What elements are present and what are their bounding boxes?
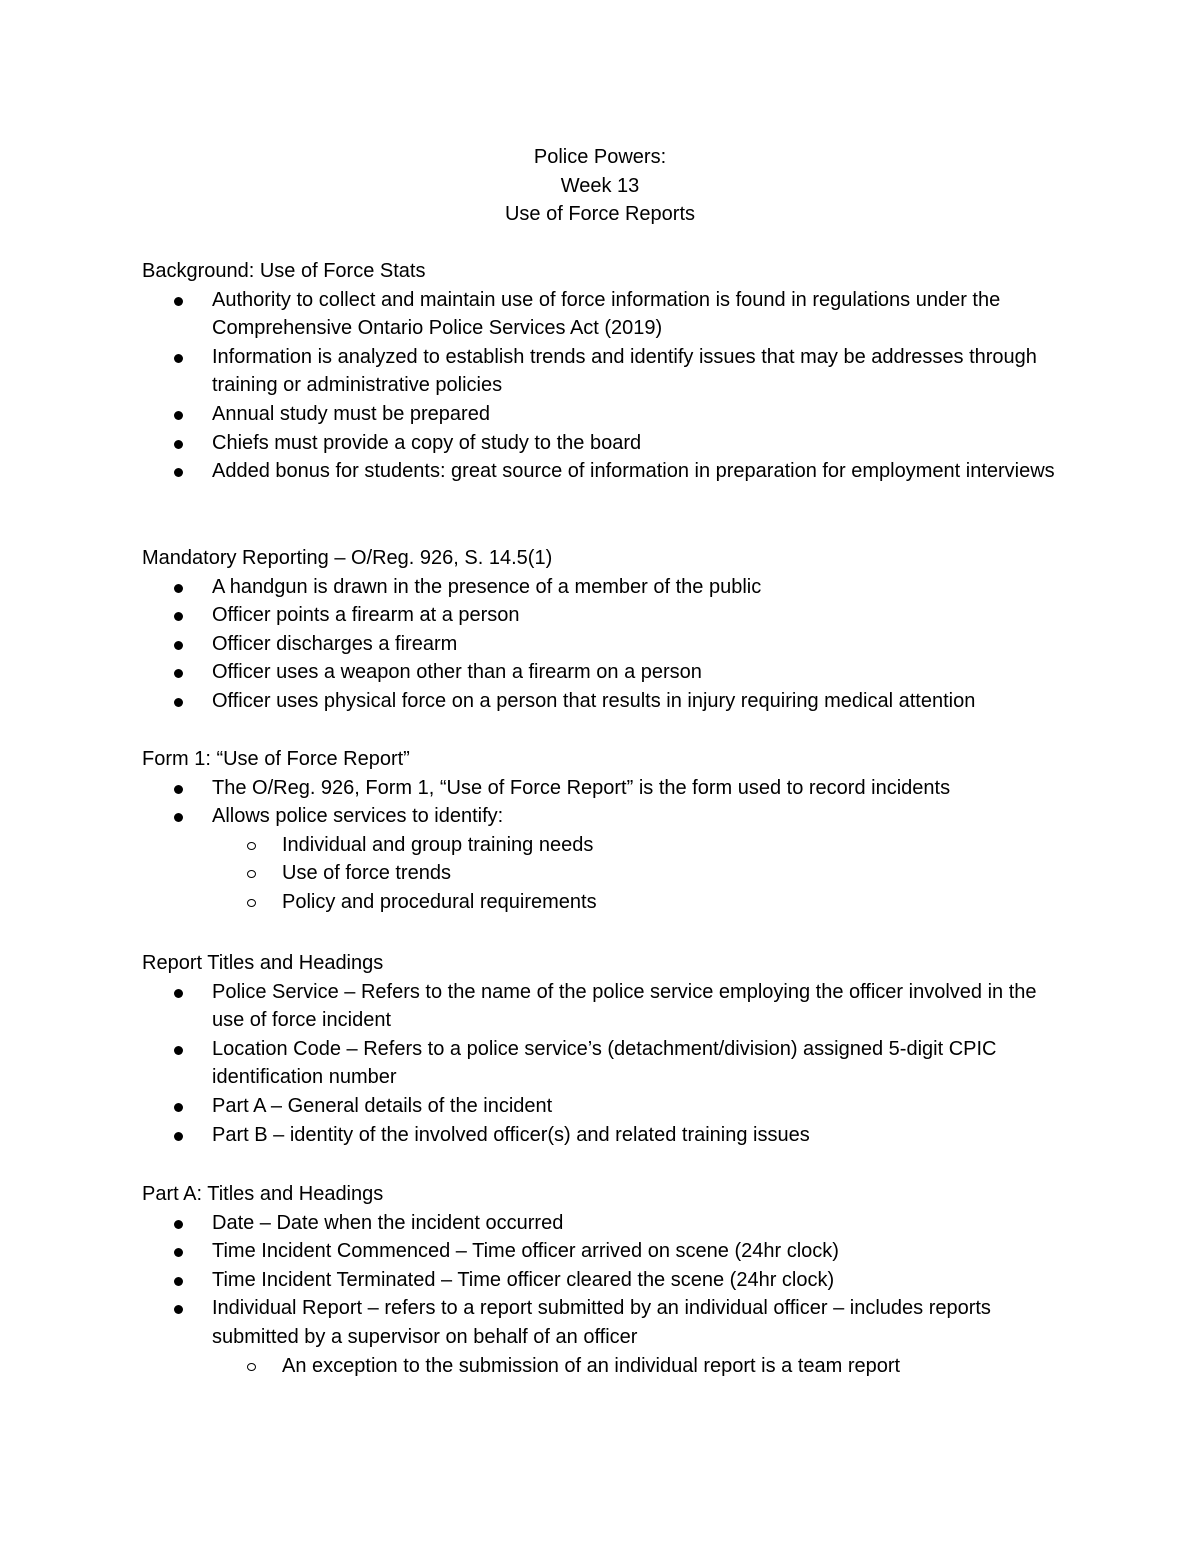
list-item-text: Time Incident Terminated – Time officer cleared the scene (24hr clock)	[212, 1268, 835, 1291]
title-course: Police Powers:	[533, 146, 667, 168]
list-item	[142, 1092, 1062, 1121]
list-item-text: Officer points a firearm at a person	[212, 604, 520, 627]
list-item-text: Date – Date when the incident occurred	[212, 1211, 564, 1234]
list-item-text: Part B – identity of the involved officer(s) and related training issues	[212, 1123, 810, 1146]
sub-list-item-text: Policy and procedural requirements	[282, 890, 597, 913]
list-item-text: Officer uses a weapon other than a firearm on a person	[212, 661, 702, 684]
sub-list-item-text: An exception to the submission of an individual report is a team report	[282, 1354, 901, 1377]
bullet-icon	[174, 785, 183, 794]
bullet-icon	[174, 612, 183, 621]
sub-list-item-text: Individual and group training needs	[282, 833, 594, 856]
bullet-icon	[174, 1220, 183, 1229]
list-item	[142, 400, 1062, 429]
bullet-icon	[174, 1132, 183, 1141]
list-item	[142, 286, 1062, 343]
list-item	[142, 1266, 1062, 1295]
list-item-text: Annual study must be prepared	[212, 402, 490, 425]
document-title	[0, 143, 1200, 229]
list-item	[142, 573, 1062, 602]
list-item	[142, 1209, 1062, 1238]
list-item-text: Officer uses physical force on a person that results in injury requiring medical attention	[212, 689, 976, 712]
section-heading: Report Titles and Headings	[142, 952, 384, 974]
bullet-icon	[174, 989, 183, 998]
list-item-text: A handgun is drawn in the presence of a member of the public	[212, 575, 762, 598]
bullet-icon	[174, 354, 183, 363]
bullet-icon	[174, 1305, 183, 1314]
list-item-text: The O/Reg. 926, Form 1, “Use of Force Report” is the form used to record incidents	[212, 776, 951, 799]
title-topic: Use of Force Reports	[504, 203, 696, 226]
sub-list-item	[212, 859, 1062, 888]
section-heading: Part A: Titles and Headings	[142, 1183, 384, 1205]
section-heading: Mandatory Reporting – O/Reg. 926, S. 14.5(1)	[142, 547, 553, 569]
bullet-icon	[174, 1103, 183, 1112]
list-item	[142, 1121, 1062, 1150]
circle-bullet-icon	[247, 899, 256, 907]
bullet-icon	[174, 813, 183, 822]
list-item-text: Allows police services to identify:	[212, 805, 504, 828]
list-item	[142, 978, 1062, 1035]
bullet-list	[142, 774, 1062, 917]
list-item	[142, 802, 1062, 916]
bullet-icon	[174, 440, 183, 449]
list-item-text: Officer discharges a firearm	[212, 632, 458, 655]
section-background	[142, 257, 1062, 486]
list-item-text: Chiefs must provide a copy of study to the board	[212, 431, 642, 454]
list-item-text: Individual Report – refers to a report submitted by an individual officer – includes reports submitted by a supervisor on behalf of an officer	[212, 1297, 991, 1348]
list-item	[142, 687, 1062, 716]
list-item	[142, 1237, 1062, 1266]
bullet-icon	[174, 468, 183, 477]
circle-bullet-icon	[247, 842, 256, 850]
bullet-list	[142, 978, 1062, 1150]
bullet-icon	[174, 669, 183, 678]
sub-list-item	[212, 888, 1062, 917]
list-item	[142, 601, 1062, 630]
bullet-icon	[174, 641, 183, 650]
list-item-text: Authority to collect and maintain use of force information is found in regulations under the Comprehensive Ontario Police Services Act (2019)	[212, 288, 1001, 340]
list-item	[142, 343, 1062, 400]
sub-list	[212, 831, 1062, 917]
bullet-list	[142, 286, 1062, 486]
section-mandatory-reporting	[142, 544, 1062, 716]
title-week: Week 13	[560, 174, 640, 197]
section-form-1	[142, 745, 1062, 917]
bullet-list	[142, 1209, 1062, 1381]
circle-bullet-icon	[247, 1363, 256, 1371]
bullet-icon	[174, 1046, 183, 1055]
bullet-icon	[174, 297, 183, 306]
list-item-text: Part A – General details of the incident	[212, 1094, 553, 1117]
list-item-text: Time Incident Commenced – Time officer arrived on scene (24hr clock)	[212, 1240, 839, 1263]
list-item	[142, 1294, 1062, 1380]
list-item	[142, 457, 1062, 486]
bullet-icon	[174, 584, 183, 593]
bullet-list	[142, 573, 1062, 716]
list-item	[142, 658, 1062, 687]
sub-list-item	[212, 1352, 1062, 1381]
section-part-a	[142, 1180, 1062, 1380]
list-item-text: Location Code – Refers to a police service’s (detachment/division) assigned 5-digit CPIC identification number	[212, 1037, 997, 1089]
bullet-icon	[174, 698, 183, 707]
sub-list	[212, 1352, 1062, 1381]
list-item-text: Information is analyzed to establish trends and identify issues that may be addresses through training or administrative policies	[212, 345, 1037, 397]
list-item	[142, 1035, 1062, 1092]
list-item-text: Police Service – Refers to the name of the police service employing the officer involved in the use of force incident	[212, 980, 1037, 1032]
bullet-icon	[174, 411, 183, 420]
section-report-titles	[142, 949, 1062, 1149]
list-item	[142, 774, 1062, 803]
list-item	[142, 630, 1062, 659]
section-heading: Form 1: “Use of Force Report”	[142, 748, 410, 770]
bullet-icon	[174, 1248, 183, 1257]
list-item-text: Added bonus for students: great source of information in preparation for employment interviews	[212, 460, 1055, 483]
bullet-icon	[174, 1277, 183, 1286]
circle-bullet-icon	[247, 870, 256, 878]
section-heading: Background: Use of Force Stats	[142, 260, 426, 282]
sub-list-item	[212, 831, 1062, 860]
list-item	[142, 429, 1062, 458]
sub-list-item-text: Use of force trends	[282, 862, 451, 885]
